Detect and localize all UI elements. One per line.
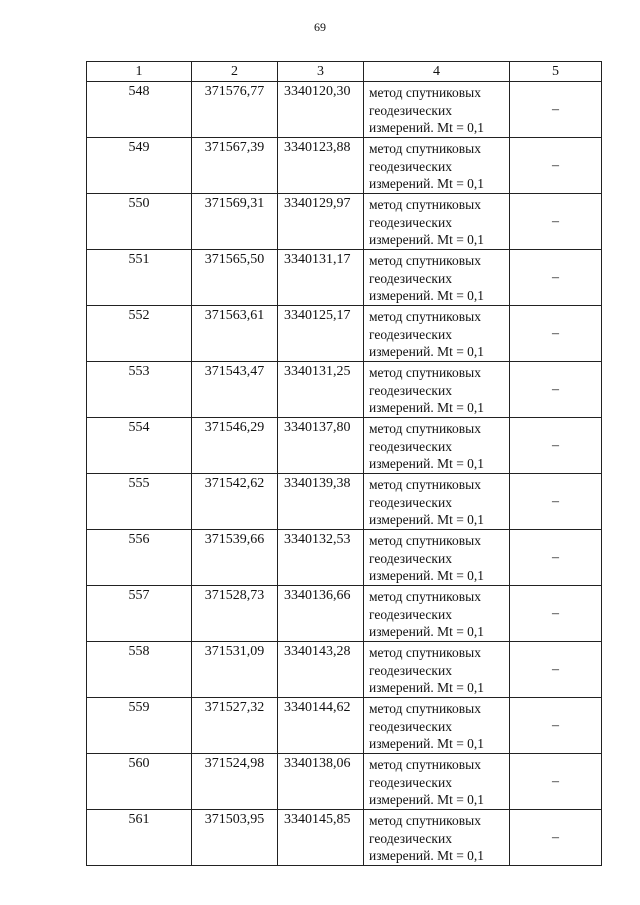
point-number-cell: 552 — [87, 306, 192, 362]
table-row — [87, 530, 602, 586]
x-coordinate-cell: 371565,50 — [192, 250, 278, 306]
method-line: геодезических — [369, 158, 452, 174]
y-coordinate-cell: 3340132,53 — [278, 530, 364, 586]
table-row — [87, 586, 602, 642]
method-line: геодезических — [369, 382, 452, 398]
method-line: геодезических — [369, 494, 452, 510]
coordinates-table — [86, 61, 602, 866]
point-number-cell: 549 — [87, 138, 192, 194]
table-row — [87, 250, 602, 306]
method-line: метод спутниковых — [369, 309, 481, 324]
method-line: измерений. Mt = 0,1 — [369, 176, 485, 191]
x-coordinate-cell: 371503,95 — [192, 810, 278, 866]
table-row — [87, 754, 602, 810]
point-number-cell: 561 — [87, 810, 192, 866]
x-coordinate-cell: 371546,29 — [192, 418, 278, 474]
y-coordinate-cell: 3340136,66 — [278, 586, 364, 642]
method-cell — [364, 754, 510, 810]
method-line: метод спутниковых — [369, 253, 481, 268]
point-number-cell: 553 — [87, 362, 192, 418]
table-row — [87, 82, 602, 138]
point-number-cell: 560 — [87, 754, 192, 810]
note-cell: – — [510, 418, 602, 474]
point-number-cell: 557 — [87, 586, 192, 642]
point-number-cell: 556 — [87, 530, 192, 586]
method-line: метод спутниковых — [369, 589, 481, 604]
note-cell: – — [510, 586, 602, 642]
header-cell-3: 3 — [278, 62, 364, 82]
method-cell — [364, 362, 510, 418]
x-coordinate-cell: 371528,73 — [192, 586, 278, 642]
x-coordinate-cell: 371543,47 — [192, 362, 278, 418]
x-coordinate-cell: 371542,62 — [192, 474, 278, 530]
note-cell: – — [510, 362, 602, 418]
method-line: измерений. Mt = 0,1 — [369, 456, 485, 471]
table-row — [87, 810, 602, 866]
point-number-cell: 559 — [87, 698, 192, 754]
point-number-cell: 558 — [87, 642, 192, 698]
method-line: измерений. Mt = 0,1 — [369, 232, 485, 247]
y-coordinate-cell: 3340138,06 — [278, 754, 364, 810]
method-cell — [364, 642, 510, 698]
table-row — [87, 642, 602, 698]
method-line: метод спутниковых — [369, 813, 481, 828]
x-coordinate-cell: 371539,66 — [192, 530, 278, 586]
method-cell — [364, 82, 510, 138]
table-header-row — [87, 62, 602, 82]
method-line: геодезических — [369, 326, 452, 342]
y-coordinate-cell: 3340125,17 — [278, 306, 364, 362]
table-row — [87, 698, 602, 754]
note-cell: – — [510, 754, 602, 810]
note-cell: – — [510, 194, 602, 250]
table-row — [87, 306, 602, 362]
method-line: измерений. Mt = 0,1 — [369, 400, 485, 415]
method-line: геодезических — [369, 438, 452, 454]
method-cell — [364, 250, 510, 306]
method-line: измерений. Mt = 0,1 — [369, 736, 485, 751]
method-line: измерений. Mt = 0,1 — [369, 120, 485, 135]
x-coordinate-cell: 371527,32 — [192, 698, 278, 754]
table-row — [87, 138, 602, 194]
method-line: метод спутниковых — [369, 533, 481, 548]
table-row — [87, 418, 602, 474]
y-coordinate-cell: 3340120,30 — [278, 82, 364, 138]
method-cell — [364, 698, 510, 754]
x-coordinate-cell: 371576,77 — [192, 82, 278, 138]
method-cell — [364, 194, 510, 250]
table-row — [87, 362, 602, 418]
note-cell: – — [510, 642, 602, 698]
method-line: метод спутниковых — [369, 365, 481, 380]
method-line: геодезических — [369, 830, 452, 846]
y-coordinate-cell: 3340129,97 — [278, 194, 364, 250]
x-coordinate-cell: 371567,39 — [192, 138, 278, 194]
table-row — [87, 474, 602, 530]
note-cell: – — [510, 698, 602, 754]
method-line: метод спутниковых — [369, 645, 481, 660]
method-line: измерений. Mt = 0,1 — [369, 792, 485, 807]
method-cell — [364, 138, 510, 194]
note-cell: – — [510, 810, 602, 866]
y-coordinate-cell: 3340131,17 — [278, 250, 364, 306]
method-line: метод спутниковых — [369, 197, 481, 212]
point-number-cell: 550 — [87, 194, 192, 250]
method-cell — [364, 474, 510, 530]
table-body — [87, 82, 602, 866]
method-cell — [364, 530, 510, 586]
method-line: измерений. Mt = 0,1 — [369, 288, 485, 303]
method-line: измерений. Mt = 0,1 — [369, 624, 485, 639]
x-coordinate-cell: 371563,61 — [192, 306, 278, 362]
y-coordinate-cell: 3340143,28 — [278, 642, 364, 698]
method-line: геодезических — [369, 606, 452, 622]
method-line: геодезических — [369, 270, 452, 286]
method-line: геодезических — [369, 102, 452, 118]
point-number-cell: 555 — [87, 474, 192, 530]
note-cell: – — [510, 138, 602, 194]
method-cell — [364, 586, 510, 642]
y-coordinate-cell: 3340131,25 — [278, 362, 364, 418]
method-cell — [364, 810, 510, 866]
method-line: метод спутниковых — [369, 477, 481, 492]
method-line: метод спутниковых — [369, 701, 481, 716]
y-coordinate-cell: 3340144,62 — [278, 698, 364, 754]
note-cell: – — [510, 82, 602, 138]
header-cell-1: 1 — [87, 62, 192, 82]
note-cell: – — [510, 250, 602, 306]
method-line: измерений. Mt = 0,1 — [369, 848, 485, 863]
table-row — [87, 194, 602, 250]
y-coordinate-cell: 3340137,80 — [278, 418, 364, 474]
point-number-cell: 551 — [87, 250, 192, 306]
note-cell: – — [510, 474, 602, 530]
method-line: метод спутниковых — [369, 757, 481, 772]
note-cell: – — [510, 530, 602, 586]
method-line: геодезических — [369, 214, 452, 230]
y-coordinate-cell: 3340139,38 — [278, 474, 364, 530]
method-line: геодезических — [369, 550, 452, 566]
method-line: геодезических — [369, 774, 452, 790]
method-line: метод спутниковых — [369, 421, 481, 436]
method-line: измерений. Mt = 0,1 — [369, 512, 485, 527]
note-cell: – — [510, 306, 602, 362]
method-line: метод спутниковых — [369, 85, 481, 100]
header-cell-4: 4 — [364, 62, 510, 82]
x-coordinate-cell: 371531,09 — [192, 642, 278, 698]
y-coordinate-cell: 3340123,88 — [278, 138, 364, 194]
method-line: измерений. Mt = 0,1 — [369, 680, 485, 695]
header-cell-2: 2 — [192, 62, 278, 82]
method-cell — [364, 418, 510, 474]
header-cell-5: 5 — [510, 62, 602, 82]
page-number: 69 — [314, 20, 326, 34]
y-coordinate-cell: 3340145,85 — [278, 810, 364, 866]
method-line: измерений. Mt = 0,1 — [369, 344, 485, 359]
method-line: геодезических — [369, 718, 452, 734]
point-number-cell: 548 — [87, 82, 192, 138]
method-cell — [364, 306, 510, 362]
method-line: метод спутниковых — [369, 141, 481, 156]
point-number-cell: 554 — [87, 418, 192, 474]
method-line: геодезических — [369, 662, 452, 678]
x-coordinate-cell: 371524,98 — [192, 754, 278, 810]
method-line: измерений. Mt = 0,1 — [369, 568, 485, 583]
x-coordinate-cell: 371569,31 — [192, 194, 278, 250]
